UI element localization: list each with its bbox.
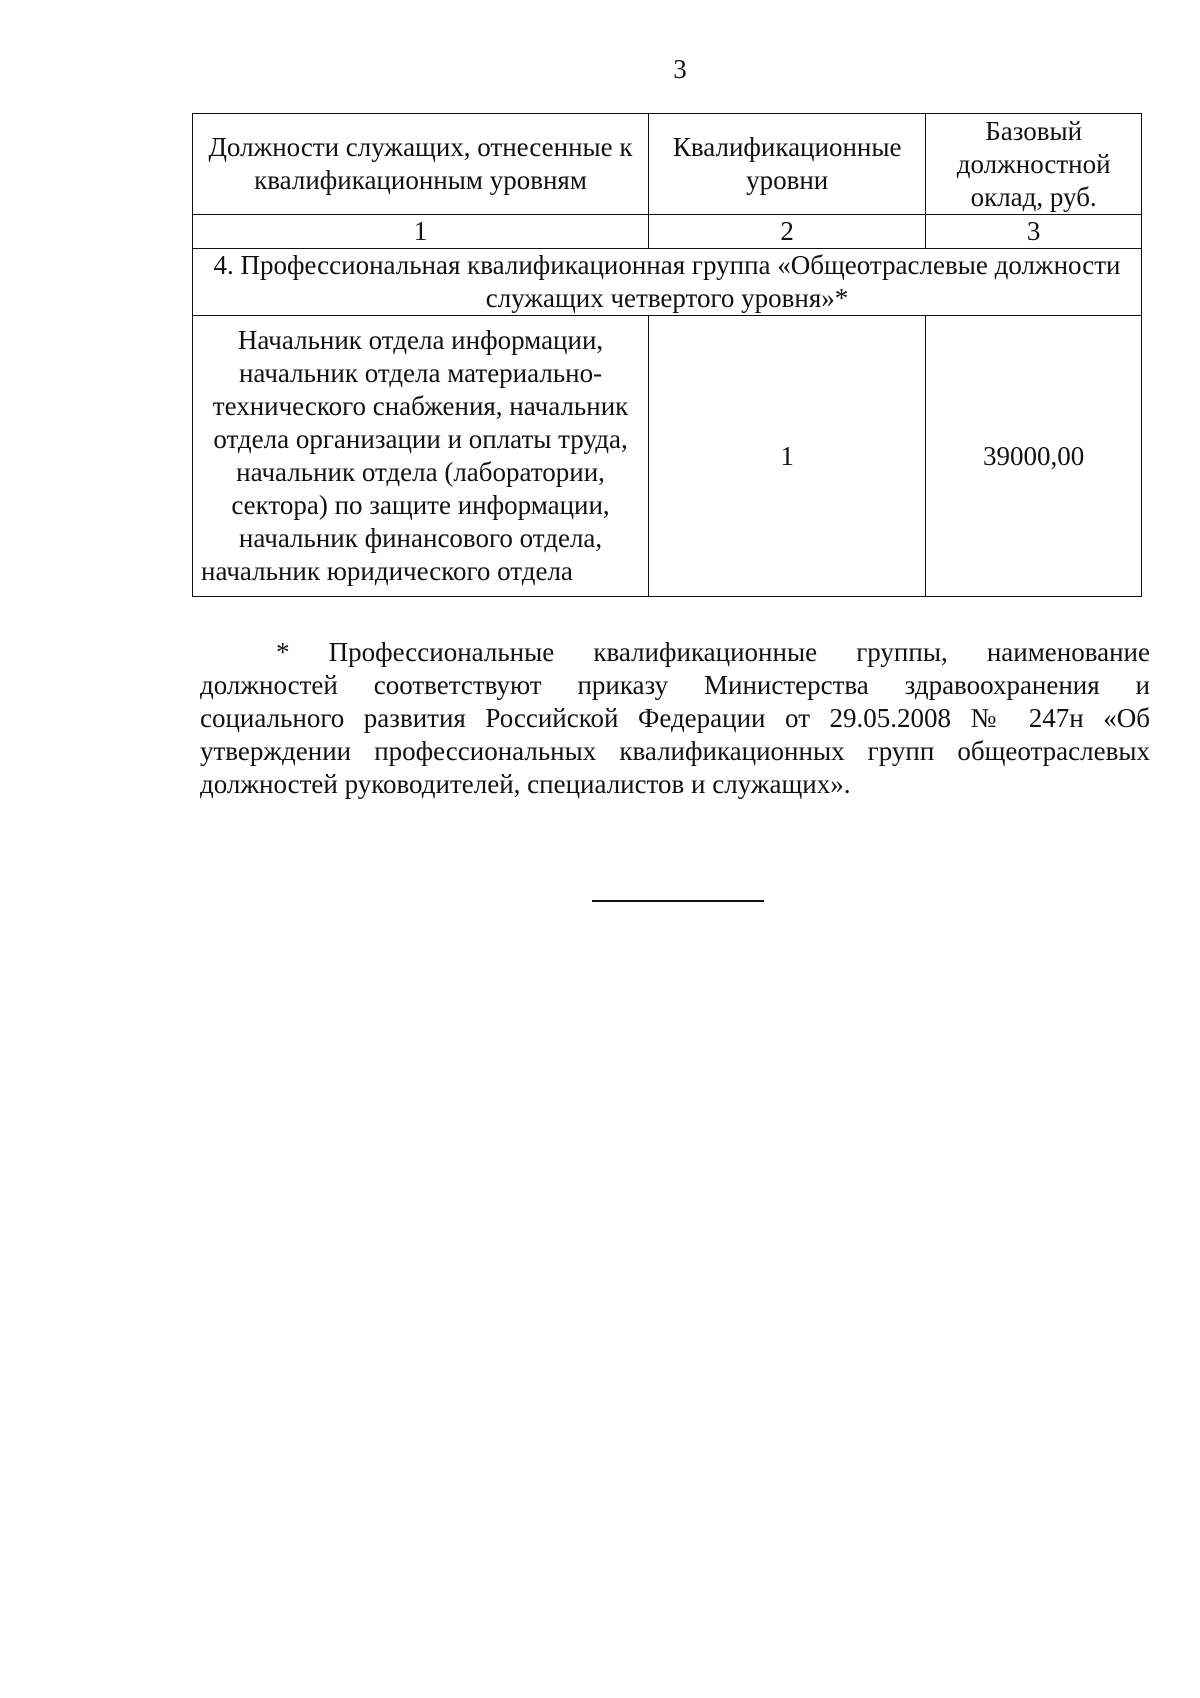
footnote: * Профессиональные квалификационные группы, наименование должностей соответствуют приказу Министерства здравоохранения и социального развития Российской Федерации от 29.05.2008 № 247н «Об утверждении профессиональных квалификационных групп общеотраслевых должностей руководителей, специалистов и служащих». [200, 637, 1150, 799]
positions-cell: Начальник отдела информации, начальник отдела материально-технического снабжения, начальник отдела организации и оплаты труда, начальник отдела (лаборатории, сектора) по защите информации, начальник финансового отдела, начальник юридического отдела [193, 316, 649, 597]
column-number-row [193, 215, 1142, 249]
header-base-salary: Базовый должностной оклад, руб. [926, 114, 1142, 215]
group-title: 4. Профессиональная квалификационная группа «Общеотраслевые должности служащих четвертого уровня»* [193, 249, 1142, 316]
salary-cell: 39000,00 [926, 316, 1142, 597]
group-title-row [193, 249, 1142, 316]
header-qualification-levels: Квалификационные уровни [649, 114, 926, 215]
header-positions: Должности служащих, отнесенные к квалификационным уровням [193, 114, 649, 215]
column-number-2: 2 [649, 215, 926, 249]
salary-table [192, 113, 1142, 597]
column-number-3: 3 [926, 215, 1142, 249]
page-number: 3 [673, 54, 687, 84]
level-cell: 1 [649, 316, 926, 597]
table-header-row [193, 114, 1142, 215]
table-row [193, 316, 1142, 597]
column-number-1: 1 [193, 215, 649, 249]
end-divider [592, 900, 764, 902]
